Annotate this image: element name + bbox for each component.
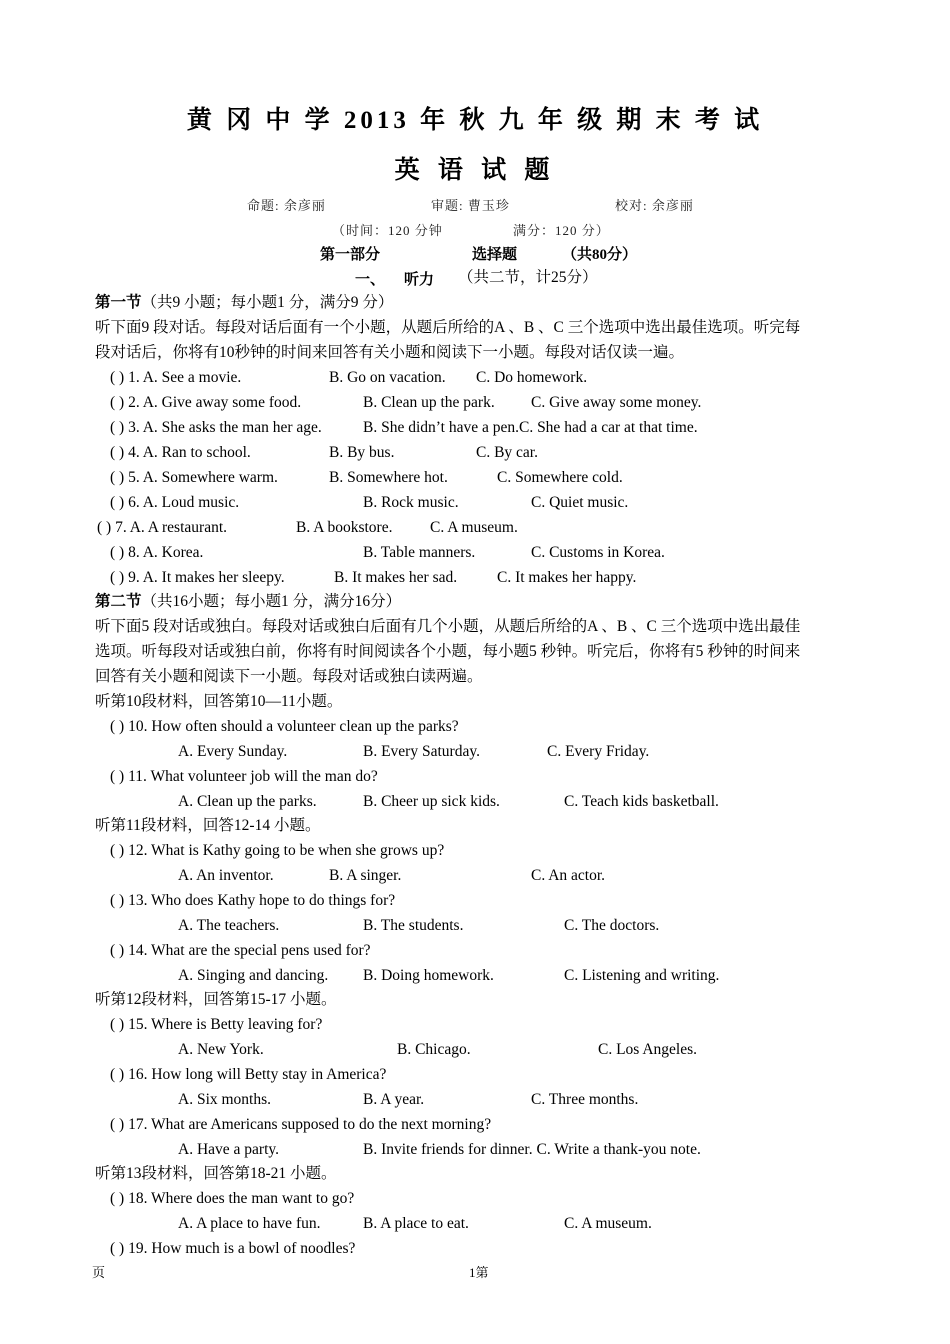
q16-option-b: B. A year. bbox=[363, 1091, 425, 1108]
question-1: ( ) 1. A. See a movie. bbox=[110, 369, 242, 386]
q15-option-b: B. Chicago. bbox=[397, 1041, 471, 1058]
question-3: ( ) 3. A. She asks the man her age. bbox=[110, 419, 322, 436]
part-type: 选择题 bbox=[472, 247, 518, 263]
sec1-label: 第一节 bbox=[95, 294, 142, 311]
sec1-instruction-2: 段对话后，你将有10秒钟的时间来回答有关小题和阅读下一小题。每段对话仅读一遍。 bbox=[95, 344, 685, 361]
author-credit: 命题: 余彦丽 bbox=[247, 198, 326, 213]
q18-option-b: B. A place to eat. bbox=[363, 1215, 469, 1232]
material-12: 听第12段材料，回答第15-17 小题。 bbox=[95, 991, 337, 1008]
question-9: ( ) 9. A. It makes her sleepy. bbox=[110, 569, 285, 586]
question-11: ( ) 11. What volunteer job will the man do? bbox=[110, 768, 378, 785]
q10-option-c: C. Every Friday. bbox=[547, 743, 650, 760]
q1-option-c: C. Do homework. bbox=[476, 369, 588, 386]
q18-option-a: A. A place to have fun. bbox=[178, 1215, 321, 1232]
exam-score: 满分：120 分） bbox=[513, 223, 610, 238]
q13-option-b: B. The students. bbox=[363, 917, 464, 934]
question-12: ( ) 12. What is Kathy going to be when she grows up? bbox=[110, 842, 445, 859]
q8-option-b: B. Table manners. bbox=[363, 544, 476, 561]
q12-option-a: A. An inventor. bbox=[178, 867, 274, 884]
section-number: 一、 bbox=[355, 272, 386, 288]
q7-option-b: B. A bookstore. bbox=[296, 519, 393, 536]
sec2-info: （共16小题；每小题1 分，满分16分） bbox=[141, 593, 402, 610]
q7-option-c: C. A museum. bbox=[430, 519, 518, 536]
q12-option-c: C. An actor. bbox=[531, 867, 606, 884]
question-7: ( ) 7. A. A restaurant. bbox=[97, 519, 228, 536]
q16-option-a: A. Six months. bbox=[178, 1091, 272, 1108]
material-11: 听第11段材料，回答12-14 小题。 bbox=[95, 817, 321, 834]
q3-option-b: B. She didn’t have a pen.C. She had a car at that time. bbox=[363, 419, 698, 436]
q2-option-b: B. Clean up the park. bbox=[363, 394, 495, 411]
q18-option-c: C. A museum. bbox=[564, 1215, 652, 1232]
q17-option-a: A. Have a party. bbox=[178, 1141, 279, 1158]
reviewer-credit: 审题: 曹玉珍 bbox=[431, 198, 510, 213]
material-13: 听第13段材料，回答第18-21 小题。 bbox=[95, 1165, 337, 1182]
question-17: ( ) 17. What are Americans supposed to do the next morning? bbox=[110, 1116, 492, 1133]
question-13: ( ) 13. Who does Kathy hope to do things for? bbox=[110, 892, 396, 909]
part-points: （共80分） bbox=[562, 247, 638, 263]
q14-option-b: B. Doing homework. bbox=[363, 967, 494, 984]
q14-option-a: A. Singing and dancing. bbox=[178, 967, 329, 984]
exam-subject: 英 语 试 题 bbox=[394, 157, 556, 184]
q17-option-b: B. Invite friends for dinner. C. Write a thank-you note. bbox=[363, 1141, 701, 1158]
q15-option-c: C. Los Angeles. bbox=[598, 1041, 698, 1058]
part-label: 第一部分 bbox=[320, 247, 381, 263]
exam-time: （时间：120 分钟 bbox=[332, 223, 443, 238]
question-5: ( ) 5. A. Somewhere warm. bbox=[110, 469, 278, 486]
q4-option-c: C. By car. bbox=[476, 444, 538, 461]
question-18: ( ) 18. Where does the man want to go? bbox=[110, 1190, 355, 1207]
proofreader-credit: 校对: 余彦丽 bbox=[615, 198, 694, 213]
q11-option-b: B. Cheer up sick kids. bbox=[363, 793, 500, 810]
q13-option-a: A. The teachers. bbox=[178, 917, 280, 934]
q14-option-c: C. Listening and writing. bbox=[564, 967, 720, 984]
q2-option-c: C. Give away some money. bbox=[531, 394, 702, 411]
section-title: 听力 bbox=[404, 272, 435, 288]
footer-page-number: 1第 bbox=[469, 1265, 489, 1280]
q6-option-c: C. Quiet music. bbox=[531, 494, 629, 511]
q5-option-b: B. Somewhere hot. bbox=[329, 469, 448, 486]
question-19: ( ) 19. How much is a bowl of noodles? bbox=[110, 1240, 356, 1257]
q1-option-b: B. Go on vacation. bbox=[329, 369, 446, 386]
q9-option-b: B. It makes her sad. bbox=[334, 569, 458, 586]
q12-option-b: B. A singer. bbox=[329, 867, 402, 884]
question-4: ( ) 4. A. Ran to school. bbox=[110, 444, 251, 461]
question-2: ( ) 2. A. Give away some food. bbox=[110, 394, 302, 411]
q10-option-a: A. Every Sunday. bbox=[178, 743, 288, 760]
q6-option-b: B. Rock music. bbox=[363, 494, 459, 511]
question-14: ( ) 14. What are the special pens used for? bbox=[110, 942, 371, 959]
footer-page-left: 页 bbox=[92, 1265, 106, 1280]
q9-option-c: C. It makes her happy. bbox=[497, 569, 637, 586]
question-6: ( ) 6. A. Loud music. bbox=[110, 494, 240, 511]
question-15: ( ) 15. Where is Betty leaving for? bbox=[110, 1016, 323, 1033]
sec2-instruction-3: 回答有关小题和阅读下一小题。每段对话或独白读两遍。 bbox=[95, 668, 483, 685]
question-10: ( ) 10. How often should a volunteer clean up the parks? bbox=[110, 718, 459, 735]
q15-option-a: A. New York. bbox=[178, 1041, 264, 1058]
question-8: ( ) 8. A. Korea. bbox=[110, 544, 204, 561]
q10-option-b: B. Every Saturday. bbox=[363, 743, 480, 760]
sec2-label: 第二节 bbox=[95, 593, 142, 610]
material-10: 听第10段材料，回答第10—11小题。 bbox=[95, 693, 343, 710]
sec2-instruction-1: 听下面5 段对话或独白。每段对话或独白后面有几个小题，从题后所给的A 、B 、C 三个选项中选出最佳 bbox=[95, 618, 801, 635]
q11-option-c: C. Teach kids basketball. bbox=[564, 793, 719, 810]
section-note: （共二节，计25分） bbox=[458, 269, 598, 286]
sec1-instruction-1: 听下面9 段对话。每段对话后面有一个小题，从题后所给的A 、B 、C 三个选项中选出最佳选项。听完每 bbox=[95, 319, 801, 336]
sec1-info: （共9 小题；每小题1 分，满分9 分） bbox=[141, 294, 394, 311]
q11-option-a: A. Clean up the parks. bbox=[178, 793, 317, 810]
question-16: ( ) 16. How long will Betty stay in America? bbox=[110, 1066, 387, 1083]
sec2-instruction-2: 选项。听每段对话或独白前，你将有时间阅读各个小题，每小题5 秒钟。听完后，你将有5 秒钟的时间来 bbox=[95, 643, 801, 660]
sec1-heading bbox=[95, 291, 393, 315]
q16-option-c: C. Three months. bbox=[531, 1091, 639, 1108]
q4-option-b: B. By bus. bbox=[329, 444, 395, 461]
q13-option-c: C. The doctors. bbox=[564, 917, 660, 934]
q5-option-c: C. Somewhere cold. bbox=[497, 469, 623, 486]
q8-option-c: C. Customs in Korea. bbox=[531, 544, 665, 561]
sec2-heading bbox=[95, 590, 401, 614]
exam-title: 黄 冈 中 学 2013 年 秋 九 年 级 期 末 考 试 bbox=[186, 107, 764, 134]
